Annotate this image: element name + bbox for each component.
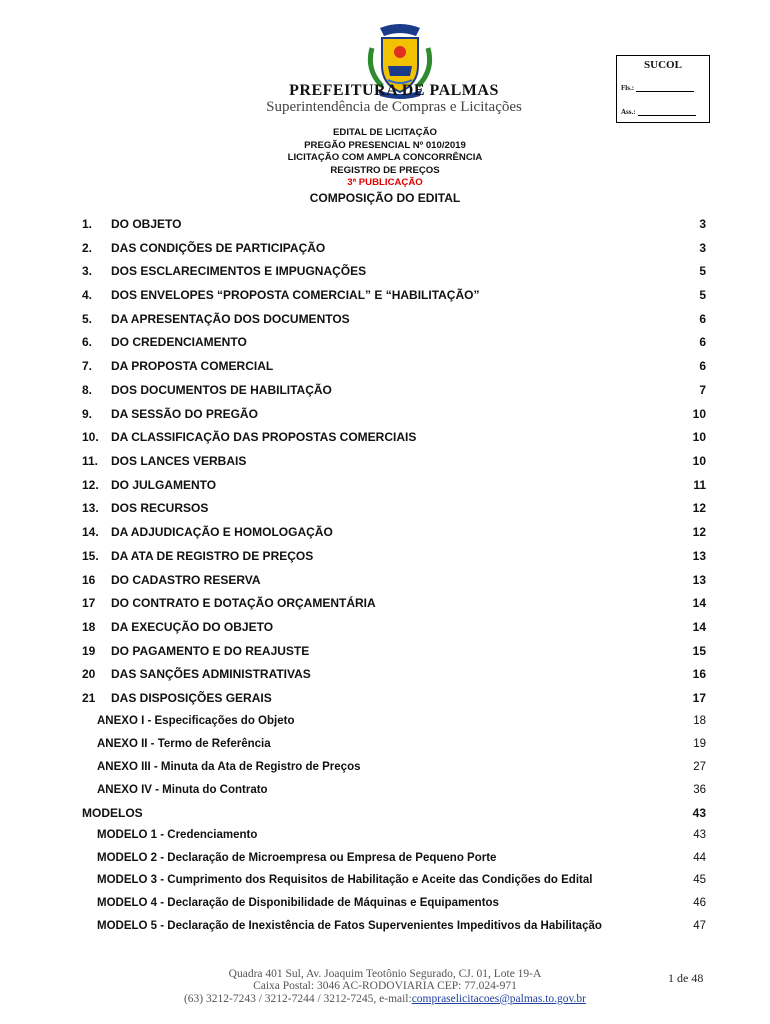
toc-entry-title: DOS LANCES VERBAIS	[111, 454, 247, 468]
toc-model-page: 44	[693, 852, 706, 864]
toc-entry[interactable]	[0, 620, 770, 636]
toc-entry[interactable]	[0, 288, 770, 304]
toc-annex-entry[interactable]	[0, 761, 770, 777]
footer-phones: (63) 3212-7243 / 3212-7244 / 3212-7245, e-mail:	[183, 992, 412, 1005]
toc-entry-page: 10	[692, 407, 706, 421]
heading-line-pregao: PREGÃO PRESENCIAL Nº 010/2019	[304, 139, 466, 151]
toc-entry-page: 7	[699, 383, 706, 397]
toc-annex-page: 19	[693, 738, 706, 750]
toc-model-entry[interactable]	[0, 852, 770, 868]
toc-model-entry[interactable]	[0, 829, 770, 845]
toc-entry-number: 16	[82, 573, 96, 587]
toc-entry[interactable]	[0, 691, 770, 707]
toc-entry[interactable]	[0, 644, 770, 660]
toc-entry-page: 3	[699, 241, 706, 255]
toc-annex-title: ANEXO II - Termo de Referência	[97, 738, 271, 750]
toc-annex-title: ANEXO IV - Minuta do Contrato	[97, 784, 268, 796]
toc-annex-page: 27	[693, 761, 706, 773]
toc-entry-title: DA CLASSIFICAÇÃO DAS PROPOSTAS COMERCIAIS	[111, 430, 417, 444]
toc-entry[interactable]	[0, 454, 770, 470]
toc-annex-page: 18	[693, 715, 706, 727]
toc-model-title: MODELO 1 - Credenciamento	[97, 829, 258, 841]
page-footer	[0, 968, 770, 1005]
toc-entry-page: 14	[692, 620, 706, 634]
toc-model-entry[interactable]	[0, 897, 770, 913]
toc-model-page: 47	[693, 920, 706, 932]
toc-entry[interactable]	[0, 383, 770, 399]
toc-entry-page: 13	[692, 573, 706, 587]
toc-entry-number: 14.	[82, 525, 99, 539]
document-heading	[0, 127, 770, 190]
toc-model-title: MODELO 4 - Declaração de Disponibilidade de Máquinas e Equipamentos	[97, 897, 499, 909]
toc-entry-page: 5	[699, 264, 706, 278]
toc-entry-title: DO PAGAMENTO E DO REAJUSTE	[111, 644, 310, 658]
toc-entry-title: DO CADASTRO RESERVA	[111, 573, 261, 587]
toc-modelos-page: 43	[692, 806, 706, 820]
toc-entry[interactable]	[0, 525, 770, 541]
toc-entry[interactable]	[0, 407, 770, 423]
toc-entry[interactable]	[0, 549, 770, 565]
toc-entry-title: DA SESSÃO DO PREGÃO	[111, 407, 258, 421]
toc-entry[interactable]	[0, 667, 770, 683]
heading-line-registro: REGISTRO DE PREÇOS	[330, 164, 440, 176]
heading-publication: 3ª PUBLICAÇÃO	[347, 177, 423, 189]
toc-entry-page: 13	[692, 549, 706, 563]
toc-entry-page: 11	[693, 478, 706, 492]
toc-entry-number: 20	[82, 667, 96, 681]
toc-annex-title: ANEXO III - Minuta da Ata de Registro de Preços	[97, 761, 361, 773]
toc-entry[interactable]	[0, 596, 770, 612]
toc-entry-title: DOS DOCUMENTOS DE HABILITAÇÃO	[111, 383, 332, 397]
toc-entry-title: DO JULGAMENTO	[111, 478, 217, 492]
toc-entry-number: 18	[82, 620, 96, 634]
toc-annex-title: ANEXO I - Especificações do Objeto	[97, 715, 295, 727]
toc-annex-entry[interactable]	[0, 715, 770, 731]
toc-entry-page: 17	[692, 691, 706, 705]
toc-entry-title: DA APRESENTAÇÃO DOS DOCUMENTOS	[111, 312, 350, 326]
toc-entry-page: 5	[699, 288, 706, 302]
toc-entry-number: 11.	[82, 454, 99, 468]
stamp-ass-line	[621, 108, 696, 116]
toc-entry-title: DA PROPOSTA COMERCIAL	[111, 359, 274, 373]
toc-entry[interactable]	[0, 359, 770, 375]
toc-entry-title: DA ADJUDICAÇÃO E HOMOLOGAÇÃO	[111, 525, 333, 539]
toc-entry-title: DO CONTRATO E DOTAÇÃO ORÇAMENTÁRIA	[111, 596, 376, 610]
toc-entry[interactable]	[0, 335, 770, 351]
footer-email-link[interactable]: compraselicitacoes@palmas.to.gov.br	[411, 992, 587, 1005]
toc-entry-number: 3.	[82, 264, 93, 278]
toc-entry-title: DA EXECUÇÃO DO OBJETO	[111, 620, 274, 634]
toc-entry-title: DOS ESCLARECIMENTOS E IMPUGNAÇÕES	[111, 264, 367, 278]
toc-entry-page: 15	[692, 644, 706, 658]
toc-entry-number: 8.	[82, 383, 93, 397]
toc-modelos-title: MODELOS	[82, 806, 143, 820]
toc-entry-title: DO OBJETO	[111, 217, 182, 231]
toc-entry-number: 21	[82, 691, 96, 705]
toc-entry-number: 12.	[82, 478, 99, 492]
stamp-fls-label: Fls.:	[621, 84, 635, 92]
toc-annex-page: 36	[693, 784, 706, 796]
toc-entry-page: 3	[699, 217, 706, 231]
toc-model-page: 46	[693, 897, 706, 909]
toc-entry-page: 16	[692, 667, 706, 681]
toc-entry-title: DO CREDENCIAMENTO	[111, 335, 247, 349]
toc-entry-page: 12	[692, 525, 706, 539]
toc-entry-number: 7.	[82, 359, 93, 373]
heading-line-licitacao: LICITAÇÃO COM AMPLA CONCORRÊNCIA	[287, 152, 483, 164]
toc-entry-number: 2.	[82, 241, 93, 255]
sucol-stamp	[616, 55, 710, 123]
toc-entry-number: 9.	[82, 407, 93, 421]
toc-entry[interactable]	[0, 478, 770, 494]
toc-entry-title: DAS DISPOSIÇÕES GERAIS	[111, 691, 272, 705]
page-number: 1 de 48	[668, 971, 704, 985]
toc-entry-title: DAS CONDIÇÕES DE PARTICIPAÇÃO	[111, 241, 326, 255]
toc-entry-number: 4.	[82, 288, 93, 302]
toc-entry-number: 15.	[82, 549, 99, 563]
organization-name: PREFEITURA DE PALMAS	[289, 82, 499, 99]
footer-postal: Caixa Postal: 3046 AC-RODOVIARIA CEP: 77.024-971	[253, 980, 517, 993]
toc-entry-number: 1.	[82, 217, 93, 231]
stamp-ass-label: Ass.:	[621, 108, 636, 116]
toc-entry-title: DA ATA DE REGISTRO DE PREÇOS	[111, 549, 314, 563]
stamp-fls-line	[621, 84, 694, 92]
toc-entry-page: 6	[699, 312, 706, 326]
organization-subtitle: Superintendência de Compras e Licitações	[266, 99, 522, 115]
composition-title: COMPOSIÇÃO DO EDITAL	[309, 191, 461, 205]
toc-entry-number: 17	[82, 596, 96, 610]
toc-entry-page: 10	[692, 454, 706, 468]
toc-entry[interactable]	[0, 312, 770, 328]
toc-model-title: MODELO 5 - Declaração de Inexistência de Fatos Supervenientes Impeditivos da Habilitação	[97, 920, 602, 932]
toc-entry-number: 19	[82, 644, 96, 658]
toc-entry-title: DAS SANÇÕES ADMINISTRATIVAS	[111, 667, 311, 681]
heading-line-edital: EDITAL DE LICITAÇÃO	[333, 127, 437, 138]
toc-entry-page: 14	[692, 596, 706, 610]
toc-entry-page: 6	[699, 359, 706, 373]
toc-entry[interactable]	[0, 217, 770, 233]
toc-entry-number: 13.	[82, 501, 99, 515]
toc-model-title: MODELO 3 - Cumprimento dos Requisitos de Habilitação e Aceite das Condições do Edital	[97, 874, 593, 886]
toc-model-page: 43	[693, 829, 706, 841]
toc-model-title: MODELO 2 - Declaração de Microempresa ou Empresa de Pequeno Porte	[97, 852, 497, 864]
stamp-title: SUCOL	[644, 59, 682, 71]
toc-entry[interactable]	[0, 430, 770, 446]
toc-entry-number: 10.	[82, 430, 99, 444]
toc-entry-title: DOS RECURSOS	[111, 501, 209, 515]
toc-model-entry[interactable]	[0, 920, 770, 936]
toc-entry[interactable]	[0, 573, 770, 589]
toc-entry-page: 12	[692, 501, 706, 515]
toc-entry[interactable]	[0, 501, 770, 517]
toc-entry-page: 6	[699, 335, 706, 349]
toc-annex-entry[interactable]	[0, 784, 770, 800]
toc-entry-title: DOS ENVELOPES “PROPOSTA COMERCIAL” E “HABILITAÇÃO”	[111, 288, 480, 302]
toc-annex-entry[interactable]	[0, 738, 770, 754]
toc-entry[interactable]	[0, 241, 770, 257]
footer-address: Quadra 401 Sul, Av. Joaquim Teotônio Segurado, CJ. 01, Lote 19-A	[228, 968, 542, 980]
footer-contact	[0, 993, 770, 1005]
toc-entry[interactable]	[0, 264, 770, 280]
toc-model-entry[interactable]	[0, 874, 770, 890]
toc-model-page: 45	[693, 874, 706, 886]
toc-entry-page: 10	[692, 430, 706, 444]
toc-entry-number: 6.	[82, 335, 93, 349]
toc-entry-number: 5.	[82, 312, 93, 326]
